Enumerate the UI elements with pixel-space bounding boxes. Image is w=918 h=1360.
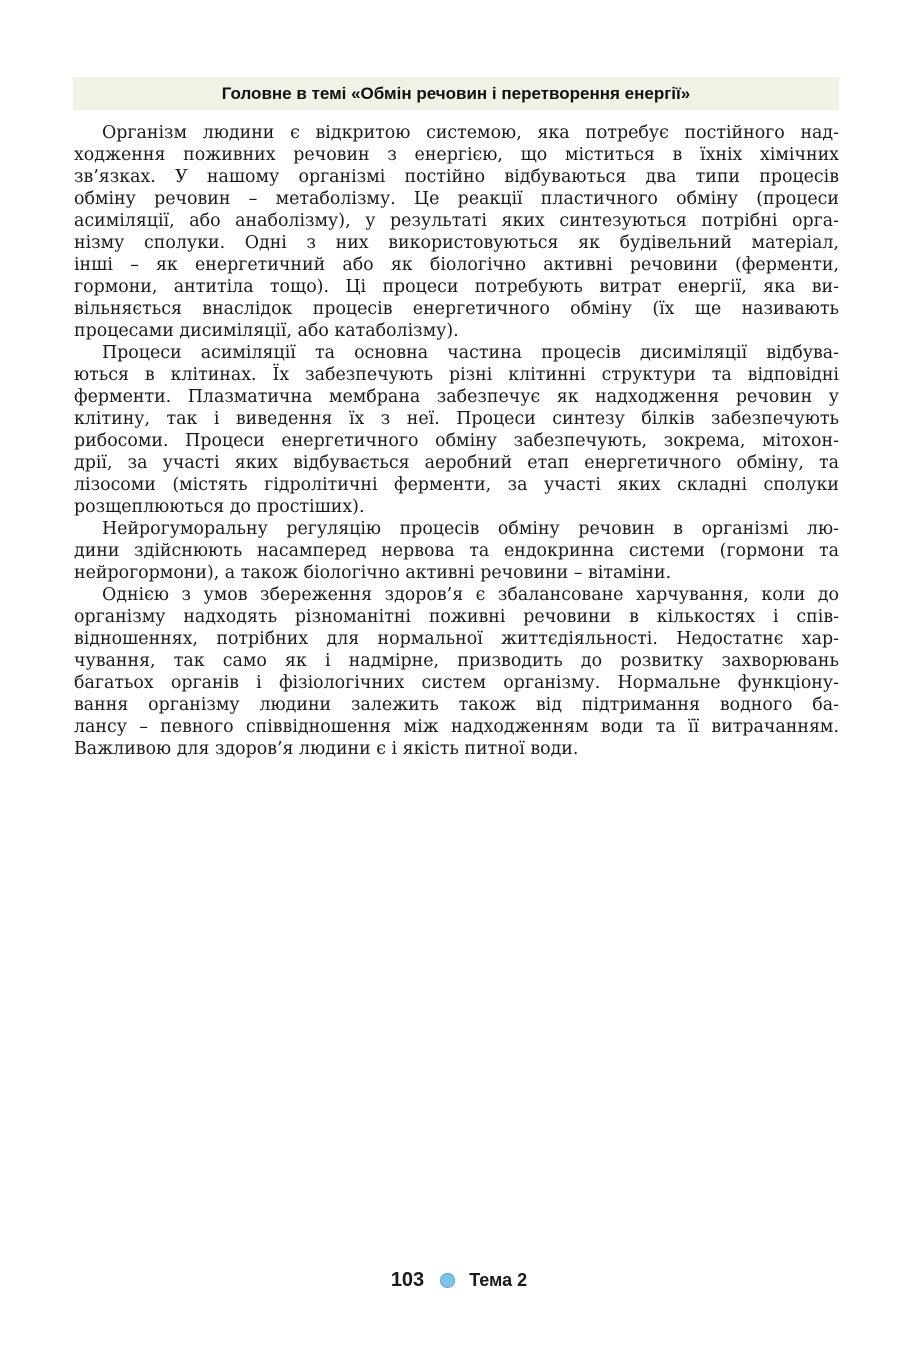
text-line: інші – як енергетичний або як біологічно активні речовини (ферменти, [74,255,839,275]
bullet-dot-icon [440,1273,455,1288]
text-line: багатьох органів і фізіологічних систем організму. Нормальне функціону- [74,673,839,693]
text-line: лансу – певного співвідношення між надходженням води та її витрачанням. [74,717,839,737]
page-footer [0,1266,918,1294]
topic-label: Тема 2 [469,1269,528,1290]
text-line: розщеплюються до простіших). [74,497,365,517]
text-line: ферменти. Плазматична мембрана забезпечує як надходження речовин у [74,387,839,407]
text-line: обміну речовин – метаболізму. Це реакції пластичного обміну (процеси [74,189,839,209]
text-line: Організм людини є відкритою системою, яка потребує постійного над- [102,123,839,143]
text-line: нізму сполуки. Одні з них використовуються як будівельний матеріал, [74,233,839,253]
text-line: нейрогормони), а також біологічно активні речовини – вітаміни. [74,563,672,583]
text-line: дрії, за участі яких відбувається аеробний етап енергетичного обміну, та [74,453,839,473]
text-line: відношеннях, потрібних для нормальної життєдіяльності. Недостатнє хар- [74,629,839,649]
text-line: ються в клітинах. Їх забезпечують різні клітинні структури та відповідні [74,365,839,385]
text-line: рибосоми. Процеси енергетичного обміну забезпечують, зокрема, мітохон- [74,431,839,451]
paragraph [74,122,839,342]
text-line: асиміляції, або анаболізму), у результаті яких синтезуються потрібні орга- [74,211,839,231]
paragraph [74,518,839,584]
text-line: зв’язках. У нашому організмі постійно відбуваються два типи процесів [74,167,839,187]
text-line: гормони, антитіла тощо). Ці процеси потребують витрат енергії, яка ви- [74,277,839,297]
section-summary-title: Головне в темі «Обмін речовин і перетворення енергії» [73,77,839,110]
text-line: Важливою для здоров’я людини є і якість питної води. [74,739,579,759]
text-line: лізосоми (містять гідролітичні ферменти, за участі яких складні сполуки [74,475,839,495]
paragraph [74,342,839,518]
text-line: Нейрогуморальну регуляцію процесів обміну речовин в організмі лю- [102,519,839,539]
page-number: 103 [390,1268,425,1291]
text-line: процесами дисиміляції, або катаболізму). [74,321,459,341]
text-line: вання організму людини залежить також від підтримання водного ба- [74,695,839,715]
text-line: дини здійснюють насамперед нервова та ендокринна системи (гормони та [74,541,839,561]
summary-body [74,122,839,760]
text-line: організму надходять різноманітні поживні речовини в кількостях і спів- [74,607,839,627]
paragraph [74,584,839,760]
text-line: Процеси асиміляції та основна частина процесів дисиміляції відбува- [102,343,839,363]
text-line: Однією з умов збереження здоров’я є збалансоване харчування, коли до [102,585,839,605]
text-line: ходження поживних речовин з енергією, що міститься в їхніх хімічних [74,145,839,165]
text-line: чування, так само як і надмірне, призводить до розвитку захворювань [74,651,839,671]
text-line: клітину, так і виведення їх з неї. Процеси синтезу білків забезпечують [74,409,839,429]
text-line: вільняється внаслідок процесів енергетичного обміну (їх ще називають [74,299,839,319]
